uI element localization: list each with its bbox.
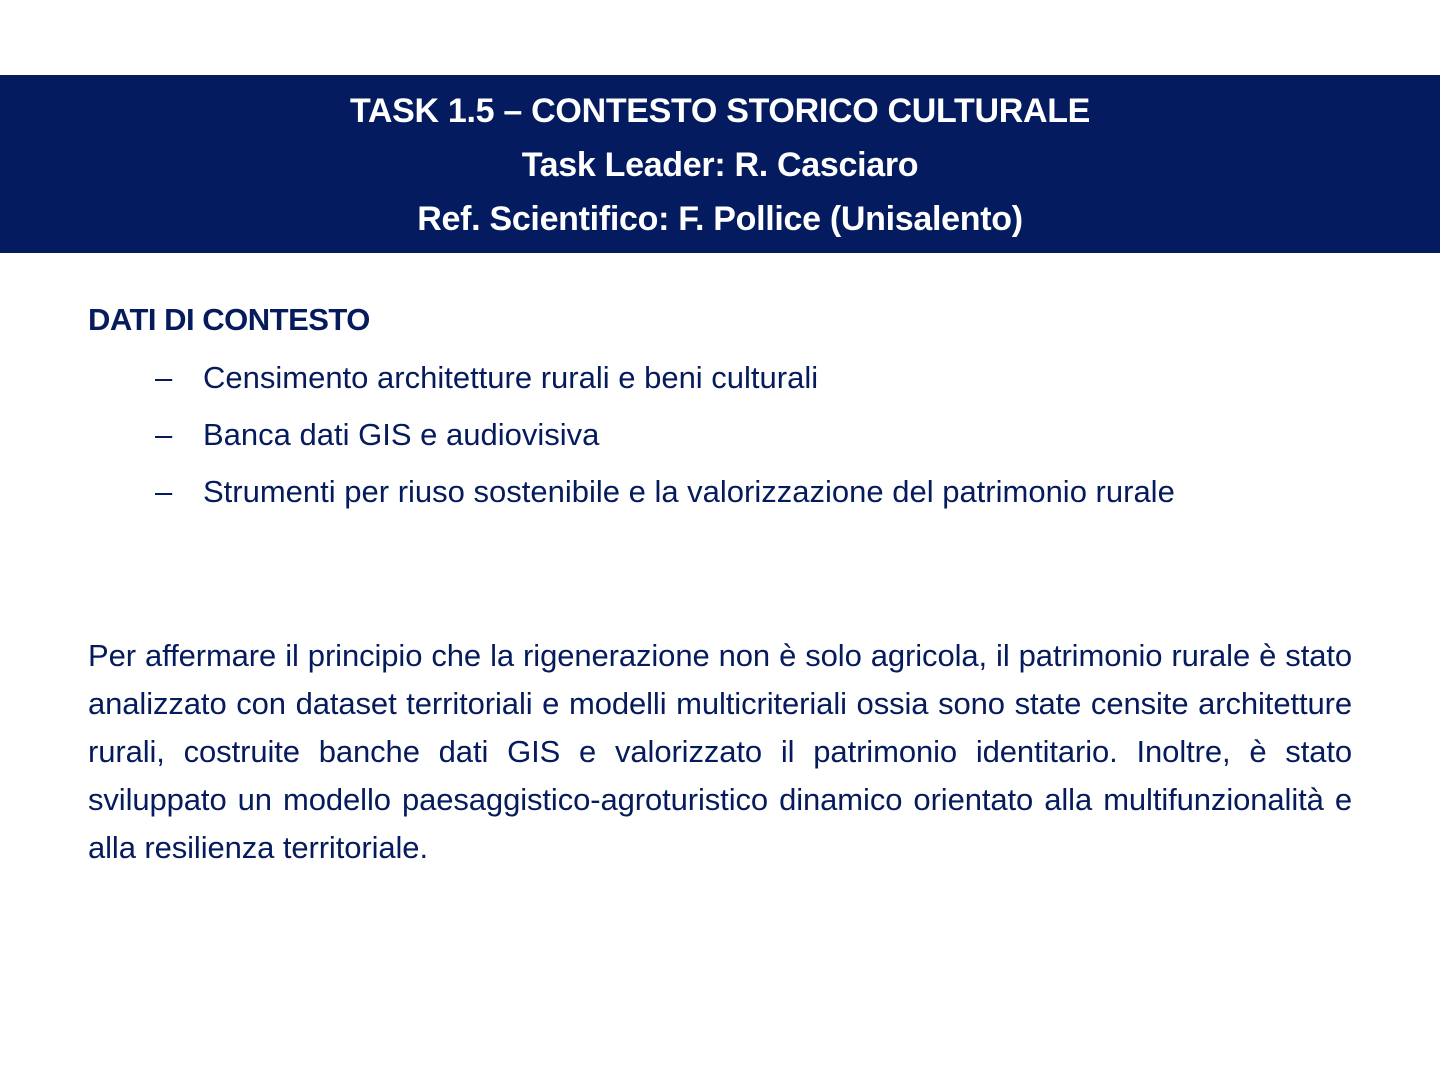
scientific-reference: Ref. Scientifico: F. Pollice (Unisalento)	[417, 200, 1023, 238]
list-item	[155, 468, 1353, 515]
list-item-text: Banca dati GIS e audiovisiva	[203, 417, 600, 452]
title-banner	[0, 75, 1440, 253]
list-item-text: Censimento architetture rurali e beni culturali	[203, 360, 819, 395]
summary-paragraph: Per affermare il principio che la rigenerazione non è solo agricola, il patrimonio rurale è stato analizzato con dataset territoriali e modelli multicriteriali ossia sono state censite architetture rurali, costruite banche dati GIS e valorizzato il patrimonio identitario. Inoltre, è stato sviluppato un modello paesaggistico-agroturistico dinamico orientato alla multifunzionalità e alla resilienza territoriale.	[88, 638, 1352, 865]
context-data-list	[155, 354, 1353, 525]
section-heading: DATI DI CONTESTO	[88, 302, 370, 337]
dash-bullet: –	[155, 417, 173, 452]
list-item-text: Strumenti per riuso sostenibile e la valorizzazione del patrimonio rurale	[203, 474, 1175, 509]
task-leader: Task Leader: R. Casciaro	[521, 146, 919, 184]
list-item	[155, 354, 1353, 401]
dash-bullet: –	[155, 360, 173, 395]
slide-title: TASK 1.5 – CONTESTO STORICO CULTURALE	[349, 92, 1091, 130]
dash-bullet: –	[155, 474, 173, 509]
list-item	[155, 411, 1353, 458]
